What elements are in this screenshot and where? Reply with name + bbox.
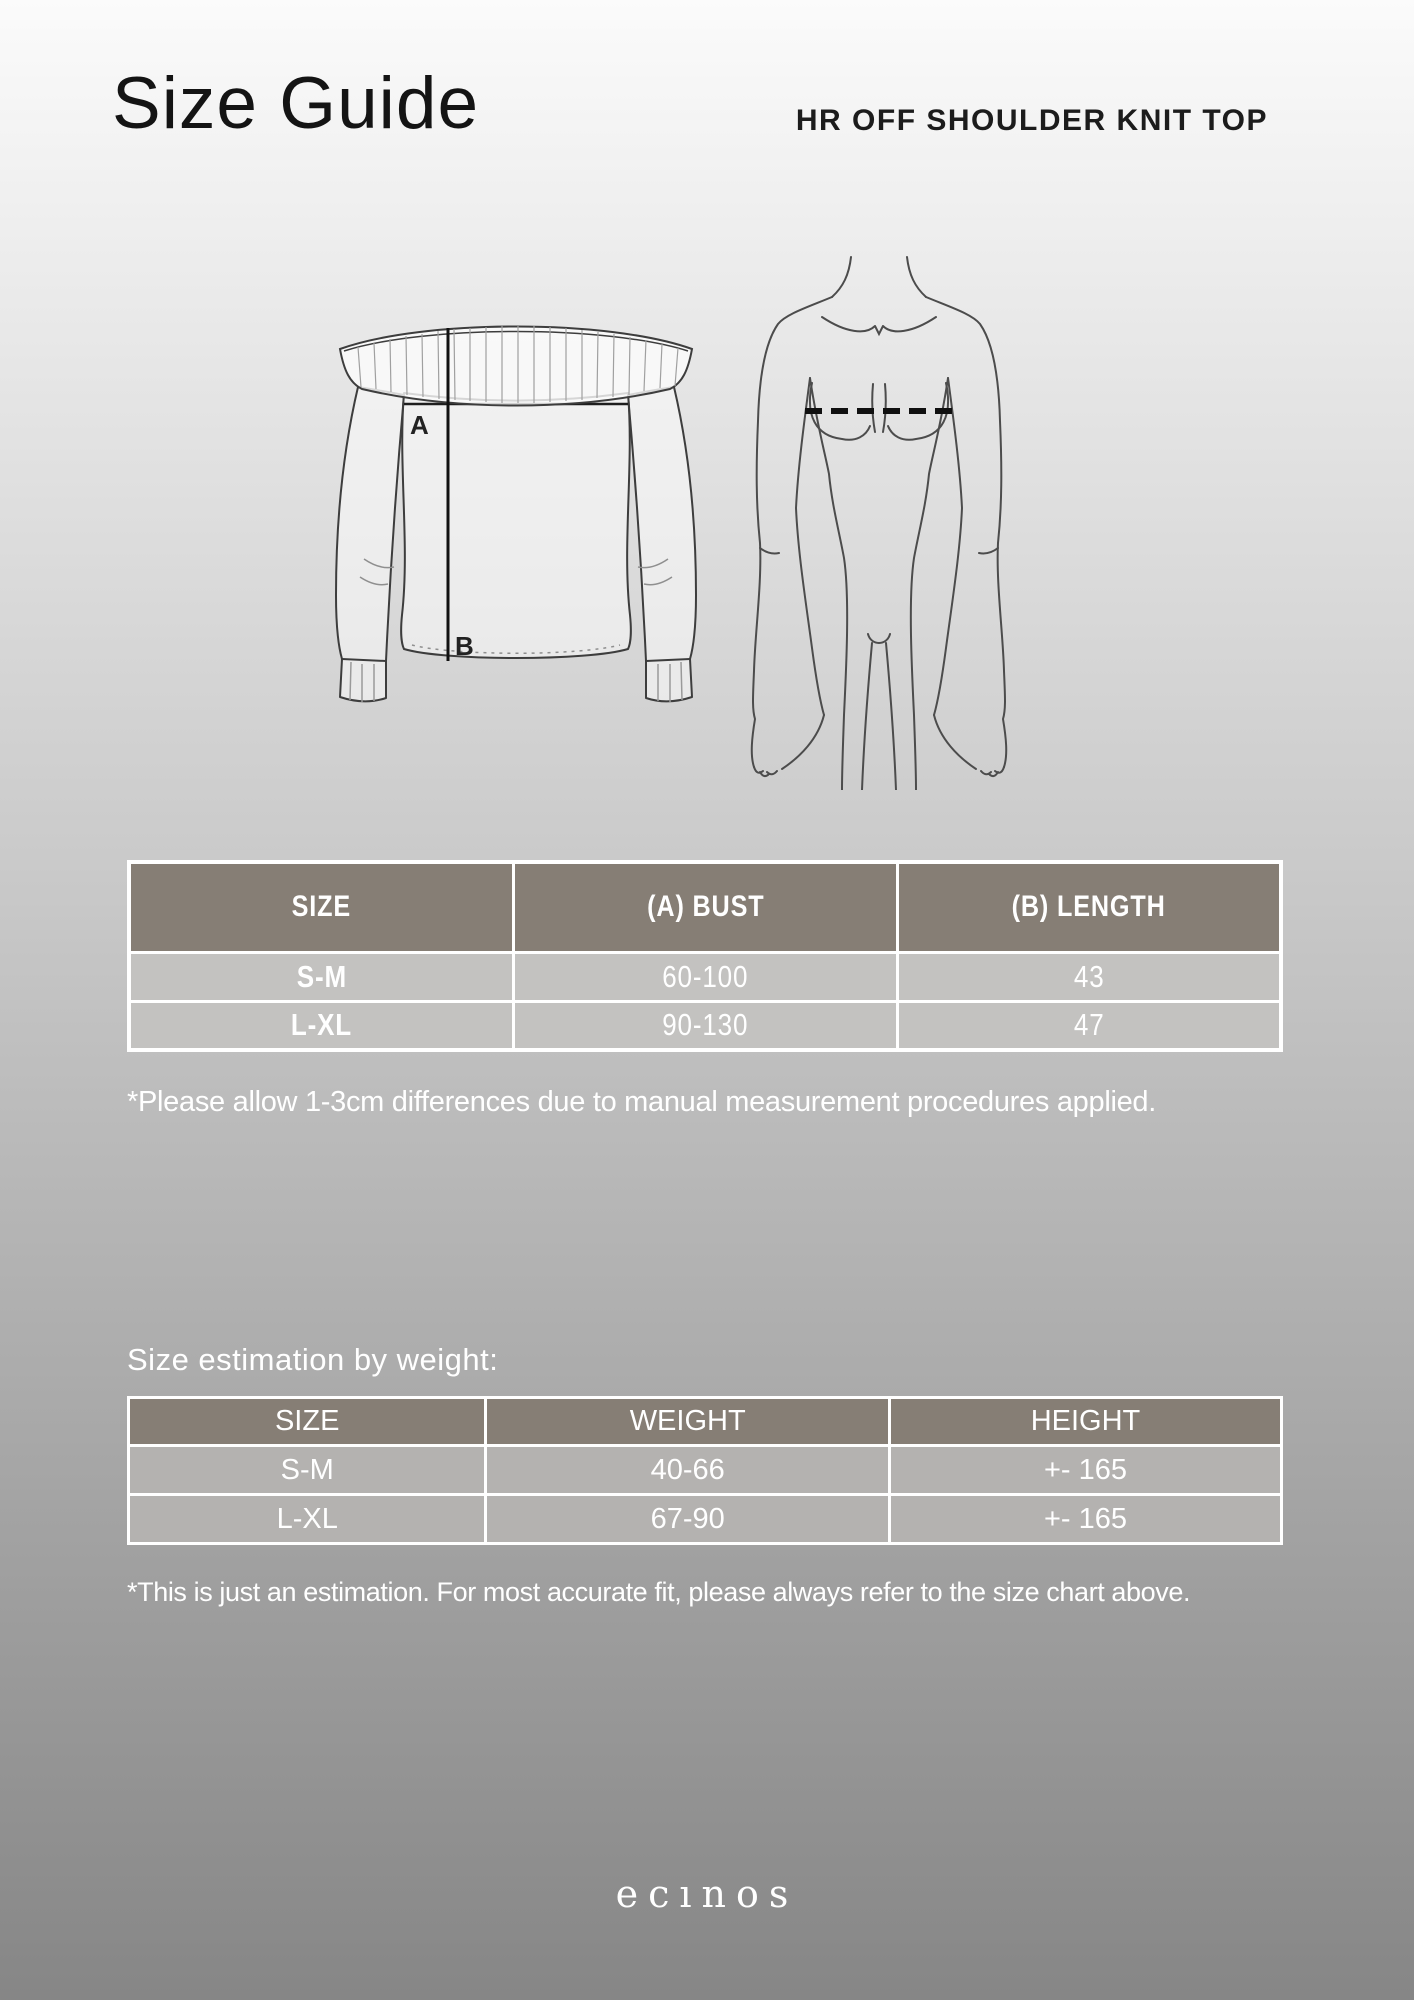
cell-length <box>897 1001 1281 1050</box>
weight-chart-note: *This is just an estimation. For most accurate fit, please always refer to the size chart above. <box>127 1577 1191 1607</box>
weight-chart-row-sm <box>129 1446 1282 1495</box>
cell-weight: 67-90 <box>486 1495 890 1544</box>
header-cell-text: SIZE <box>291 890 352 924</box>
garment-right-sleeve <box>628 387 696 701</box>
size-chart-col-size <box>129 862 514 952</box>
cell-text: S-M <box>296 958 347 994</box>
header-cell-text: (B) LENGTH <box>1011 890 1166 924</box>
elbow-marks <box>760 548 998 553</box>
cell-size <box>129 952 514 1001</box>
body-sketch <box>748 253 1010 790</box>
size-chart-table <box>127 860 1283 1052</box>
garment-collar <box>340 327 692 406</box>
left-hand <box>754 715 824 776</box>
cell-text: 47 <box>1073 1007 1105 1043</box>
right-hand <box>934 715 1004 776</box>
cell-size: S-M <box>129 1446 486 1495</box>
size-chart-row-lxl <box>129 1001 1281 1050</box>
weight-chart-row-lxl <box>129 1495 1282 1544</box>
weight-chart-col-weight: WEIGHT <box>486 1398 890 1446</box>
neck-lines <box>832 257 926 297</box>
cell-text: 90-130 <box>662 1007 749 1043</box>
size-chart-col-bust <box>514 862 898 952</box>
size-chart-col-length <box>897 862 1281 952</box>
weight-chart-header-row <box>129 1398 1282 1446</box>
cell-size <box>129 1001 514 1050</box>
weight-chart-table <box>127 1396 1283 1545</box>
garment-body <box>401 393 631 658</box>
cuff-rib-lines <box>350 662 682 702</box>
bust-contours <box>810 383 948 440</box>
brand-logo: ecınos <box>615 1872 799 1916</box>
garment-sketch <box>334 315 698 705</box>
header-cell-text: (A) BUST <box>646 890 765 924</box>
cell-bust <box>514 1001 898 1050</box>
cell-bust <box>514 952 898 1001</box>
size-chart-header-row <box>129 862 1281 952</box>
page-title: Size Guide <box>112 63 480 144</box>
crotch-and-inner-legs <box>862 634 896 790</box>
garment-left-sleeve <box>336 387 404 701</box>
product-name: HR OFF SHOULDER KNIT TOP <box>795 104 1268 137</box>
cell-size: L-XL <box>129 1495 486 1544</box>
size-chart-row-sm <box>129 952 1281 1001</box>
cell-text: 60-100 <box>662 958 749 994</box>
shoulder-detail-lines <box>822 317 936 334</box>
measurement-b-label: B <box>455 631 474 661</box>
weight-chart-col-size: SIZE <box>129 1398 486 1446</box>
weight-section-heading: Size estimation by weight: <box>127 1342 499 1377</box>
cell-length <box>897 952 1281 1001</box>
cell-height: +- 165 <box>889 1446 1281 1495</box>
cell-text: 43 <box>1073 958 1105 994</box>
size-chart-note: *Please allow 1-3cm differences due to manual measurement procedures applied. <box>127 1086 1157 1118</box>
weight-chart-col-height: HEIGHT <box>889 1398 1281 1446</box>
measurement-a-label: A <box>410 410 429 440</box>
cell-text: L-XL <box>291 1007 353 1043</box>
cell-height: +- 165 <box>889 1495 1281 1544</box>
cell-weight: 40-66 <box>486 1446 890 1495</box>
